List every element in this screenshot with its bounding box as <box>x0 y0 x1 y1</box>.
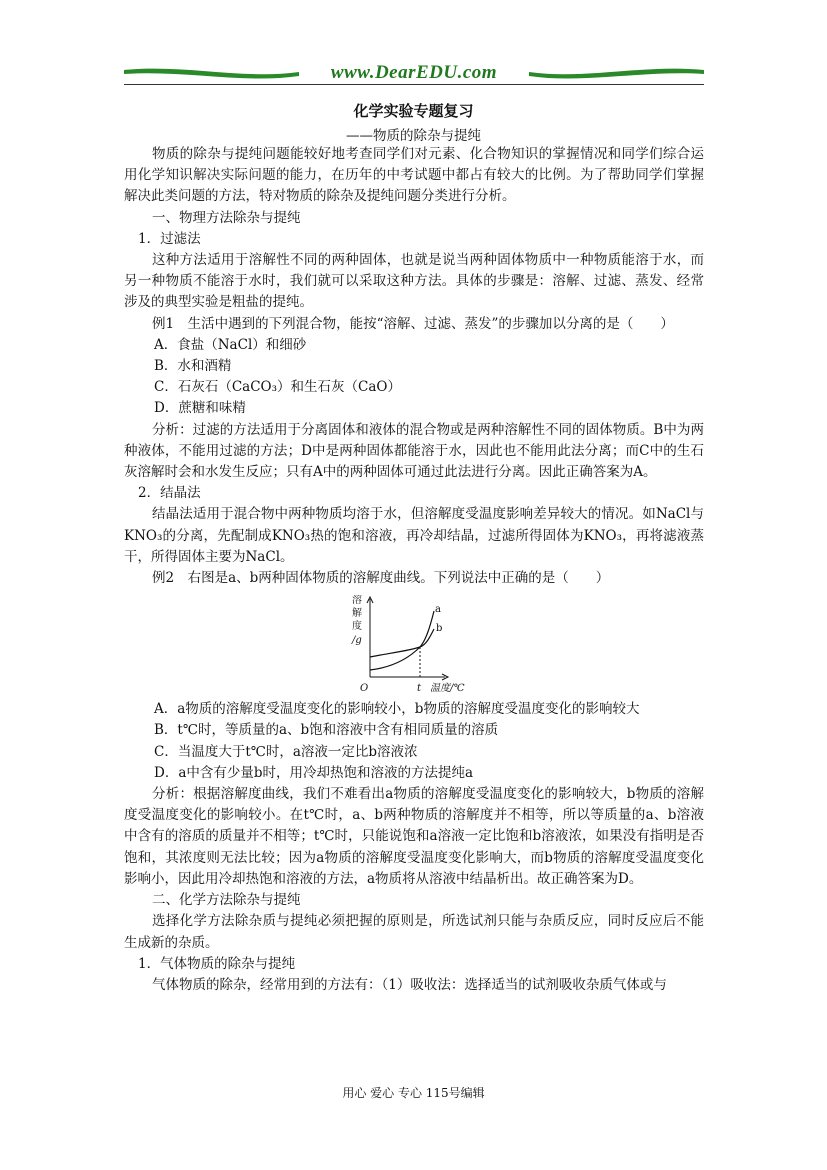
series-b-line <box>370 629 434 657</box>
solubility-chart <box>350 595 480 695</box>
intro-paragraph: 物质的除杂与提纯问题能较好地考查同学们对元素、化合物知识的掌握情况和同学们综合运用化学知识解决实际问题的能力，在历年的中考试题中都占有较大的比例。为了帮助同学们掌握解决此类问题的方法，特对物质的除杂及提纯问题分类进行分析。 <box>124 146 704 205</box>
example-1-option-a: A．食盐（NaCl）和细砂 <box>154 336 307 353</box>
example-1-option-b: B．水和酒精 <box>154 358 232 375</box>
y-axis-label-char: 解 <box>352 608 362 620</box>
x-axis-label: 温度/℃ <box>430 683 465 695</box>
page-title: 化学实验专题复习 <box>353 102 474 120</box>
example-2-option-c: C．当温度大于t℃时，a溶液一定比b溶液浓 <box>154 743 418 760</box>
page-footer: 用心 爱心 专心 115号编辑 <box>342 1086 485 1100</box>
example-1-analysis: 分析：过滤的方法适用于分离固体和液体的混合物或是两种溶解性不同的固体物质。B中为两种液体，不能用过滤的方法；D中是两种固体都能溶于水，因此也不能用此法分离；而C中的生石灰溶解时会和水发生反应；只有A中的两种固体可通过此法进行分离。因此正确答案为A。 <box>124 421 704 481</box>
subsection-heading-filter: 1．过滤法 <box>138 230 201 247</box>
crystal-paragraph: 结晶法适用于混合物中两种物质均溶于水，但溶解度受温度影响差异较大的情况。如NaCl与KNO₃的分离，先配制成KNO₃热的饱和溶液，再冷却结晶，过滤所得固体为KNO₃，再将滤液蒸干，所得固体主要为NaCl。 <box>124 506 704 565</box>
series-a-label: a <box>435 604 441 616</box>
y-axis-label-char: 溶 <box>352 595 362 607</box>
site-url: www.DearEDU.com <box>330 62 498 83</box>
gas-paragraph: 气体物质的除杂，经常用到的方法有：（1）吸收法：选择适当的试剂吸收杂质气体或与 <box>152 976 667 993</box>
example-2-option-a: A．a物质的溶解度受温度变化的影响较小，b物质的溶解度受温度变化的影响较大 <box>154 701 640 718</box>
series-a-line <box>370 611 434 670</box>
header-rule <box>124 84 704 85</box>
y-axis-label-char: /g <box>352 635 362 647</box>
subsection-heading-gas: 1．气体物质的除杂与提纯 <box>138 955 296 972</box>
example-1-option-c: C．石灰石（CaCO₃）和生石灰（CaO） <box>154 379 401 396</box>
y-axis-label <box>351 595 362 646</box>
subsection-heading-crystal: 2．结晶法 <box>138 485 201 502</box>
example-1-question: 例1 生活中遇到的下列混合物，能按“溶解、过滤、蒸发”的步骤加以分离的是（ ） <box>152 315 674 332</box>
example-2-option-b: B．t℃时，等质量的a、b饱和溶液中含有相同质量的溶质 <box>154 722 499 739</box>
y-axis-label-char: 度 <box>352 621 362 633</box>
document-body <box>124 144 704 996</box>
chem-method-paragraph: 选择化学方法除杂质与提纯必须把握的原则是，所选试剂只能与杂质反应，同时反应后不能生成新的杂质。 <box>124 913 704 951</box>
section-heading-2: 二、化学方法除杂与提纯 <box>152 892 301 909</box>
origin-label: O <box>360 683 369 695</box>
example-2-analysis: 分析：根据溶解度曲线，我们不难看出a物质的溶解度受温度变化的影响较大，b物质的溶解度受温度变化的影响较小。在t℃时，a、b两种物质的溶解度并不相等，所以等质量的a、b溶液中含有的溶质的质量并不相等；t℃时，只能说饱和a溶液一定比饱和b溶液浓，如果没有指明是否饱和，其浓度则无法比较；因为a物质的溶解度受温度变化影响大，而b物质的溶解度受温度变化影响小，因此用冷却热饱和溶液的方法，a物质将从溶液中结晶析出。故正确答案为D。 <box>124 786 704 887</box>
series-b-label: b <box>436 623 443 635</box>
example-2-question: 例2 右图是a、b两种固体物质的溶解度曲线。下列说法中正确的是（ ） <box>152 570 610 587</box>
filter-paragraph: 这种方法适用于溶解性不同的两种固体，也就是说当两种固体物质中一种物质能溶于水，而另一种物质不能溶于水时，我们就可以采取这种方法。具体的步骤是：溶解、过滤、蒸发、经常涉及的典型实验是粗盐的提纯。 <box>124 252 704 311</box>
page-subtitle: ——物质的除杂与提纯 <box>346 128 481 144</box>
example-2-option-d: D．a中含有少量b时，用冷却热饱和溶液的方法提纯a <box>154 764 474 781</box>
example-1-option-d: D．蔗糖和味精 <box>154 400 246 417</box>
t-tick-label: t <box>417 683 422 695</box>
section-heading-1: 一、物理方法除杂与提纯 <box>152 209 301 226</box>
